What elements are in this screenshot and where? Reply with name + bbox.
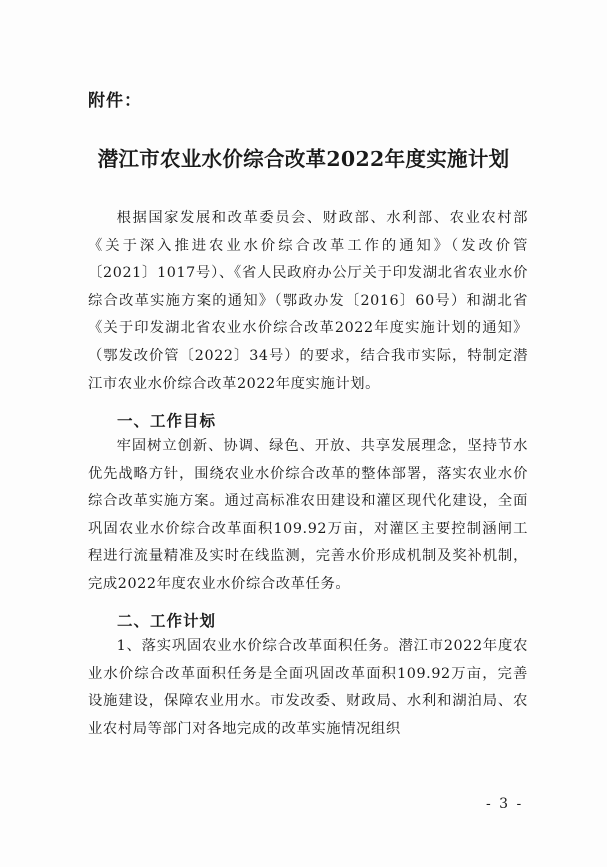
section-heading-plan: 二、工作计划 bbox=[117, 612, 217, 630]
attachment-label: 附件： bbox=[88, 91, 142, 111]
plan-item-1-paragraph: 1、落实巩固农业水价综合改革面积任务。潜江市2022年度农业水价综合改革面积任务是全面巩固改革面积109.92万亩，完善设施建设，保障农业用水。市发改委、财政局、水利和湖泊局、农业农村局等部门对各地完成的改革实施情况组织 bbox=[88, 638, 528, 737]
document-title: 潜江市农业水价综合改革2022年度实施计划 bbox=[97, 147, 510, 171]
section-heading-goals: 一、工作目标 bbox=[117, 412, 217, 430]
intro-paragraph: 根据国家发展和改革委员会、财政部、水利部、农业农村部《关于深入推进农业水价综合改革工作的通知》（发改价管〔2021〕1017号）、《省人民政府办公厅关于印发湖北省农业水价综合改革实施方案的通知》（鄂政办发〔2016〕60号）和湖北省《关于印发湖北省农业水价综合改革2022年度实施计划的通知》（鄂发改价管〔2022〕34号）的要求，结合我市实际，特制定潜江市农业水价综合改革2022年度实施计划。 bbox=[88, 210, 528, 392]
page-number: - 3 - bbox=[486, 796, 524, 812]
goals-paragraph: 牢固树立创新、协调、绿色、开放、共享发展理念，坚持节水优先战略方针，围绕农业水价综合改革的整体部署，落实农业水价综合改革实施方案。通过高标准农田建设和灌区现代化建设，全面巩固农业水价综合改革面积109.92万亩，对灌区主要控制涵闸工程进行流量精准及实时在线监测，完善水价形成机制及奖补机制，完成2022年度农业水价综合改革任务。 bbox=[88, 438, 528, 592]
